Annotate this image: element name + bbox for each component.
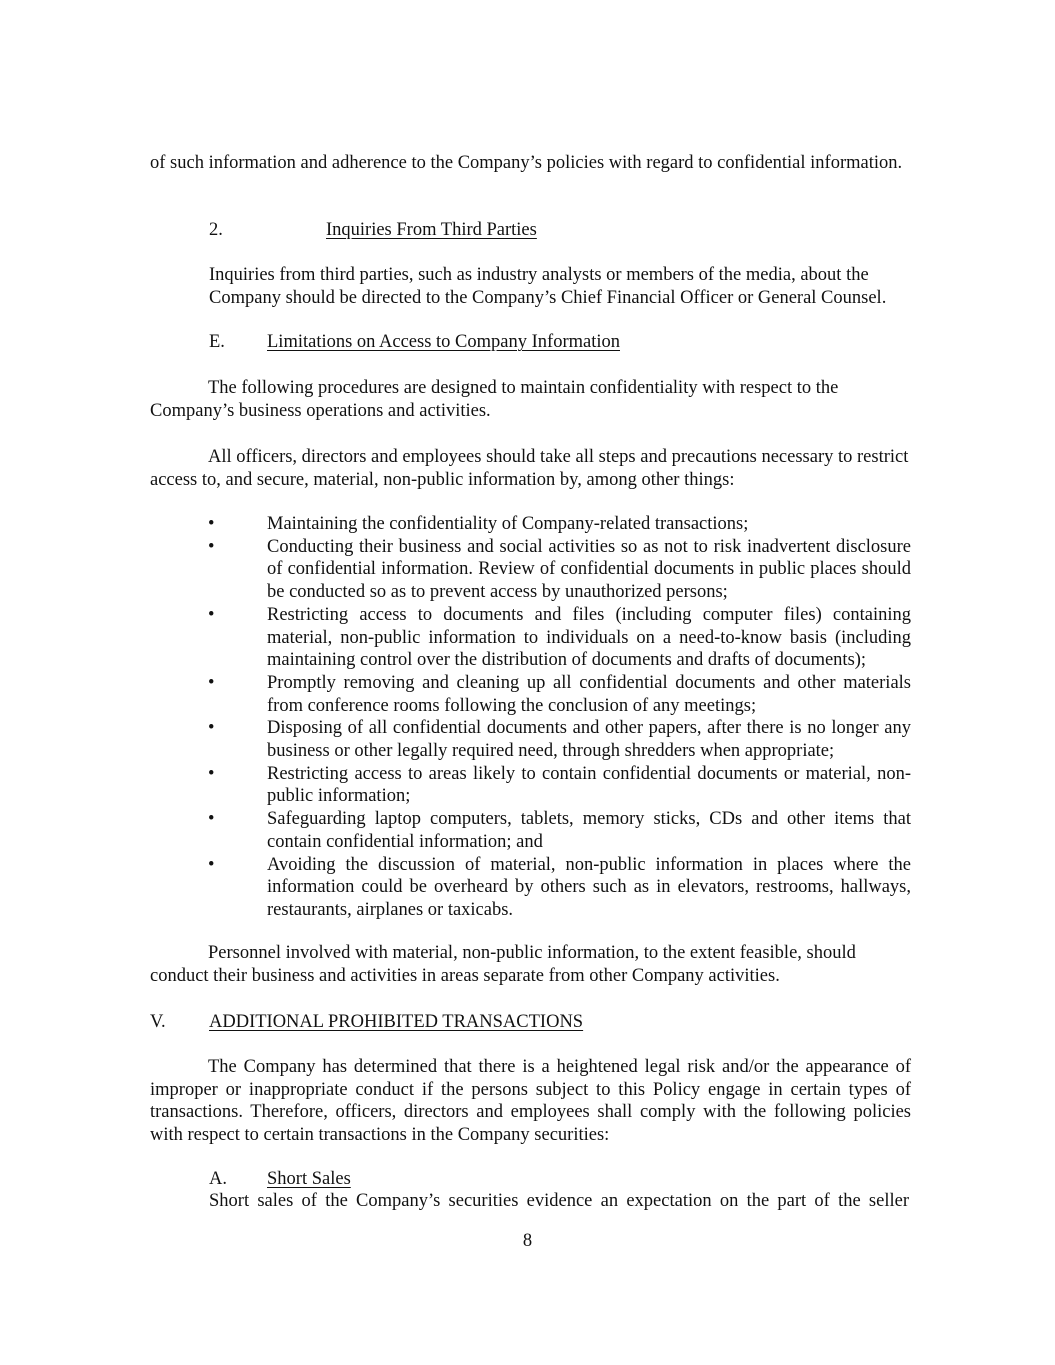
section-e-letter: E. — [209, 332, 225, 352]
section-e-paragraph-2: All officers, directors and employees should take all steps and precautions necessary to restrict access to, and secure, material, non-public information by, among other things: — [150, 447, 909, 490]
list-item-text: Disposing of all confidential documents and other papers, after there is no longer any business or other legally required need, through shredders when appropriate; — [267, 718, 911, 762]
section-d2-title: Inquiries From Third Parties — [326, 220, 537, 240]
section-v-a-body: Short sales of the Company’s securities evidence an expectation on the part of the seller — [209, 1191, 909, 1211]
bullet-icon: • — [208, 536, 215, 557]
section-d2-body: Inquiries from third parties, such as industry analysts or members of the media, about the Company should be directed to the Company’s Chief Financial Officer or General Counsel. — [209, 265, 887, 308]
bullet-icon: • — [208, 718, 215, 739]
section-e-paragraph-1: The following procedures are designed to maintain confidentiality with respect to the Company’s business operations and activities. — [150, 378, 839, 421]
list-item-text: Restricting access to documents and files (including computer files) containing material, non-public information to individuals on a need-to-know basis (including maintaining control over the distribution of documents and drafts of documents); — [267, 604, 911, 671]
section-v-a-letter: A. — [209, 1169, 227, 1189]
list-item — [208, 808, 911, 853]
list-item — [208, 672, 911, 717]
bullet-icon: • — [208, 854, 215, 875]
list-item-text: Avoiding the discussion of material, non-public information in places where the information could be overheard by others such as in elevators, restrooms, hallways, restaurants, airplanes or taxicabs. — [267, 854, 911, 920]
list-item — [208, 854, 911, 922]
section-e-title: Limitations on Access to Company Information — [267, 332, 620, 352]
page-number: 8 — [522, 1231, 533, 1251]
list-item — [208, 513, 911, 536]
section-d2-number: 2. — [209, 220, 223, 240]
section-v-paragraph: The Company has determined that there is a heightened legal risk and/or the appearance of improper or inappropriate conduct if the persons subject to this Policy engage in certain types of transactions. Therefore, officers, directors and employees shall comply with the following policies with respect to certain transactions in the Company securities: — [150, 1057, 911, 1146]
list-item-text: Restricting access to areas likely to contain confidential documents or material, non-public information; — [267, 763, 911, 807]
section-e-paragraph-3: Personnel involved with material, non-public information, to the extent feasible, should conduct their business and activities in areas separate from other Company activities. — [150, 943, 856, 986]
list-item-text: Promptly removing and cleaning up all confidential documents and other materials from conference rooms following the conclusion of any meetings; — [267, 672, 911, 716]
list-item-text: Safeguarding laptop computers, tablets, memory sticks, CDs and other items that contain confidential information; and — [267, 809, 911, 852]
list-item — [208, 763, 911, 808]
intro-paragraph: of such information and adherence to the Company’s policies with regard to confidential information. — [150, 153, 903, 173]
bullet-icon: • — [208, 809, 215, 830]
bullet-icon: • — [208, 763, 215, 784]
list-item-text: Conducting their business and social activities so as not to risk inadvertent disclosure of confidential information. Review of confidential documents in public places should be conducted so as to prevent access by unauthorized persons; — [267, 536, 911, 603]
list-item-text: Maintaining the confidentiality of Company-related transactions; — [267, 514, 749, 534]
list-item — [208, 604, 911, 672]
bullet-icon: • — [208, 514, 215, 534]
bullet-icon: • — [208, 672, 215, 693]
list-item — [208, 717, 911, 762]
access-restriction-list — [208, 513, 911, 922]
bullet-icon: • — [208, 604, 215, 625]
list-item — [208, 536, 911, 604]
section-v-number: V. — [150, 1012, 166, 1032]
section-v-title: ADDITIONAL PROHIBITED TRANSACTIONS — [209, 1012, 584, 1032]
section-v-a-title: Short Sales — [267, 1169, 351, 1189]
